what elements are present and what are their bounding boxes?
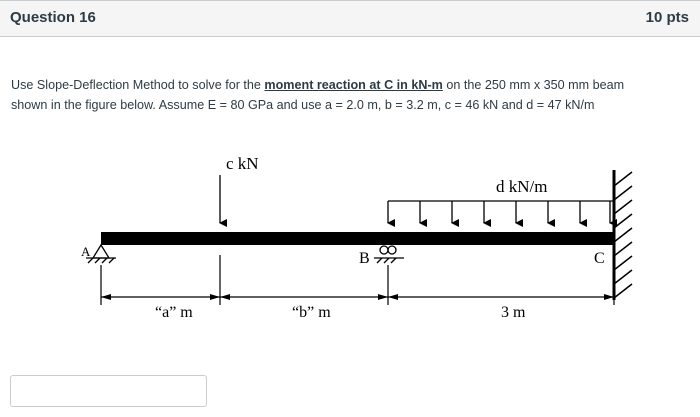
- dimension-c-label: 3 m: [501, 304, 526, 321]
- question-emphasis: moment reaction at C in kN-m: [264, 78, 443, 92]
- dimension-a-label: “a” m: [155, 304, 193, 321]
- pin-support-a: [86, 245, 116, 263]
- question-header: [0, 0, 700, 37]
- distributed-load: [388, 201, 614, 223]
- question-text: [11, 75, 695, 115]
- distributed-load-label: d kN/m: [496, 177, 548, 196]
- question-text-line2: shown in the figure below. Assume E = 80 GPa and use a = 2.0 m, b = 3.2 m, c = 46 kN and d = 47 kN/m: [11, 98, 595, 112]
- question-points: 10 pts: [645, 9, 689, 26]
- support-c-label: C: [594, 250, 605, 267]
- question-text-intro: Use Slope-Deflection Method to solve for the: [11, 78, 265, 92]
- dimension-lines: [101, 255, 614, 305]
- point-load-label: c kN: [226, 154, 259, 173]
- roller-support-b: [374, 246, 404, 263]
- dimension-b-label: “b” m: [292, 304, 331, 321]
- question-text-line1-end: on the 250 mm x 350 mm beam: [442, 78, 625, 92]
- support-b-label: B: [359, 250, 370, 267]
- beam: [101, 232, 614, 245]
- question-title: Question 16: [10, 9, 96, 26]
- support-a-label: A: [81, 244, 91, 259]
- beam-figure: [0, 140, 700, 330]
- fixed-wall-c: [614, 170, 632, 300]
- answer-input[interactable]: [10, 375, 207, 407]
